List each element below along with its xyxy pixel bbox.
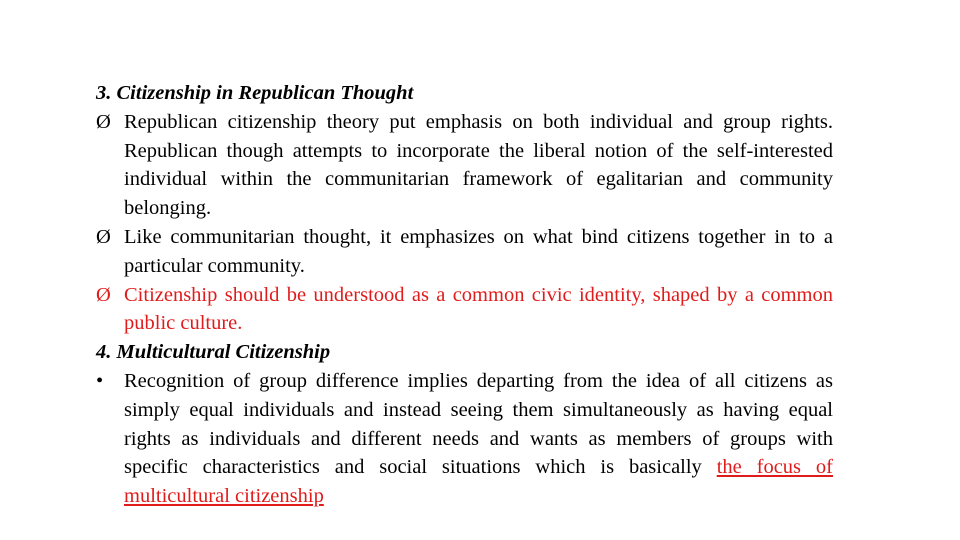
bullet-item <box>96 108 833 223</box>
slide-content <box>96 79 833 511</box>
arrow-bullet-icon: Ø <box>96 283 111 306</box>
bullet-text: Citizenship should be understood as a common civic identity, shaped by a common public culture. <box>124 283 833 335</box>
section-heading-republican: 3. Citizenship in Republican Thought <box>96 82 414 104</box>
bullet-text: Republican citizenship theory put emphasis on both individual and group rights. Republican though attempts to incorporate the liberal notion of the self-interested individual within the communitarian framework of egalitarian and community belonging. <box>124 110 833 220</box>
bullet-text: Recognition of group difference implies departing from the idea of all citizens as simply equal individuals and instead seeing them simultaneously as having equal rights as individuals and different needs and wants as members of groups with specific characteristics and social situations which is basically <box>124 369 833 479</box>
bullet-text: Like communitarian thought, it emphasizes on what bind citizens together in to a particular community. <box>124 225 833 277</box>
bullet-item <box>96 223 833 281</box>
dot-bullet-icon: • <box>96 369 104 392</box>
arrow-bullet-icon: Ø <box>96 225 111 248</box>
section-heading-multicultural: 4. Multicultural Citizenship <box>96 341 331 364</box>
bullet-item <box>96 367 833 511</box>
highlighted-phrase: the focus of multicultural citizenship <box>124 456 833 508</box>
bullet-item-highlighted <box>96 281 833 339</box>
arrow-bullet-icon: Ø <box>96 110 111 133</box>
